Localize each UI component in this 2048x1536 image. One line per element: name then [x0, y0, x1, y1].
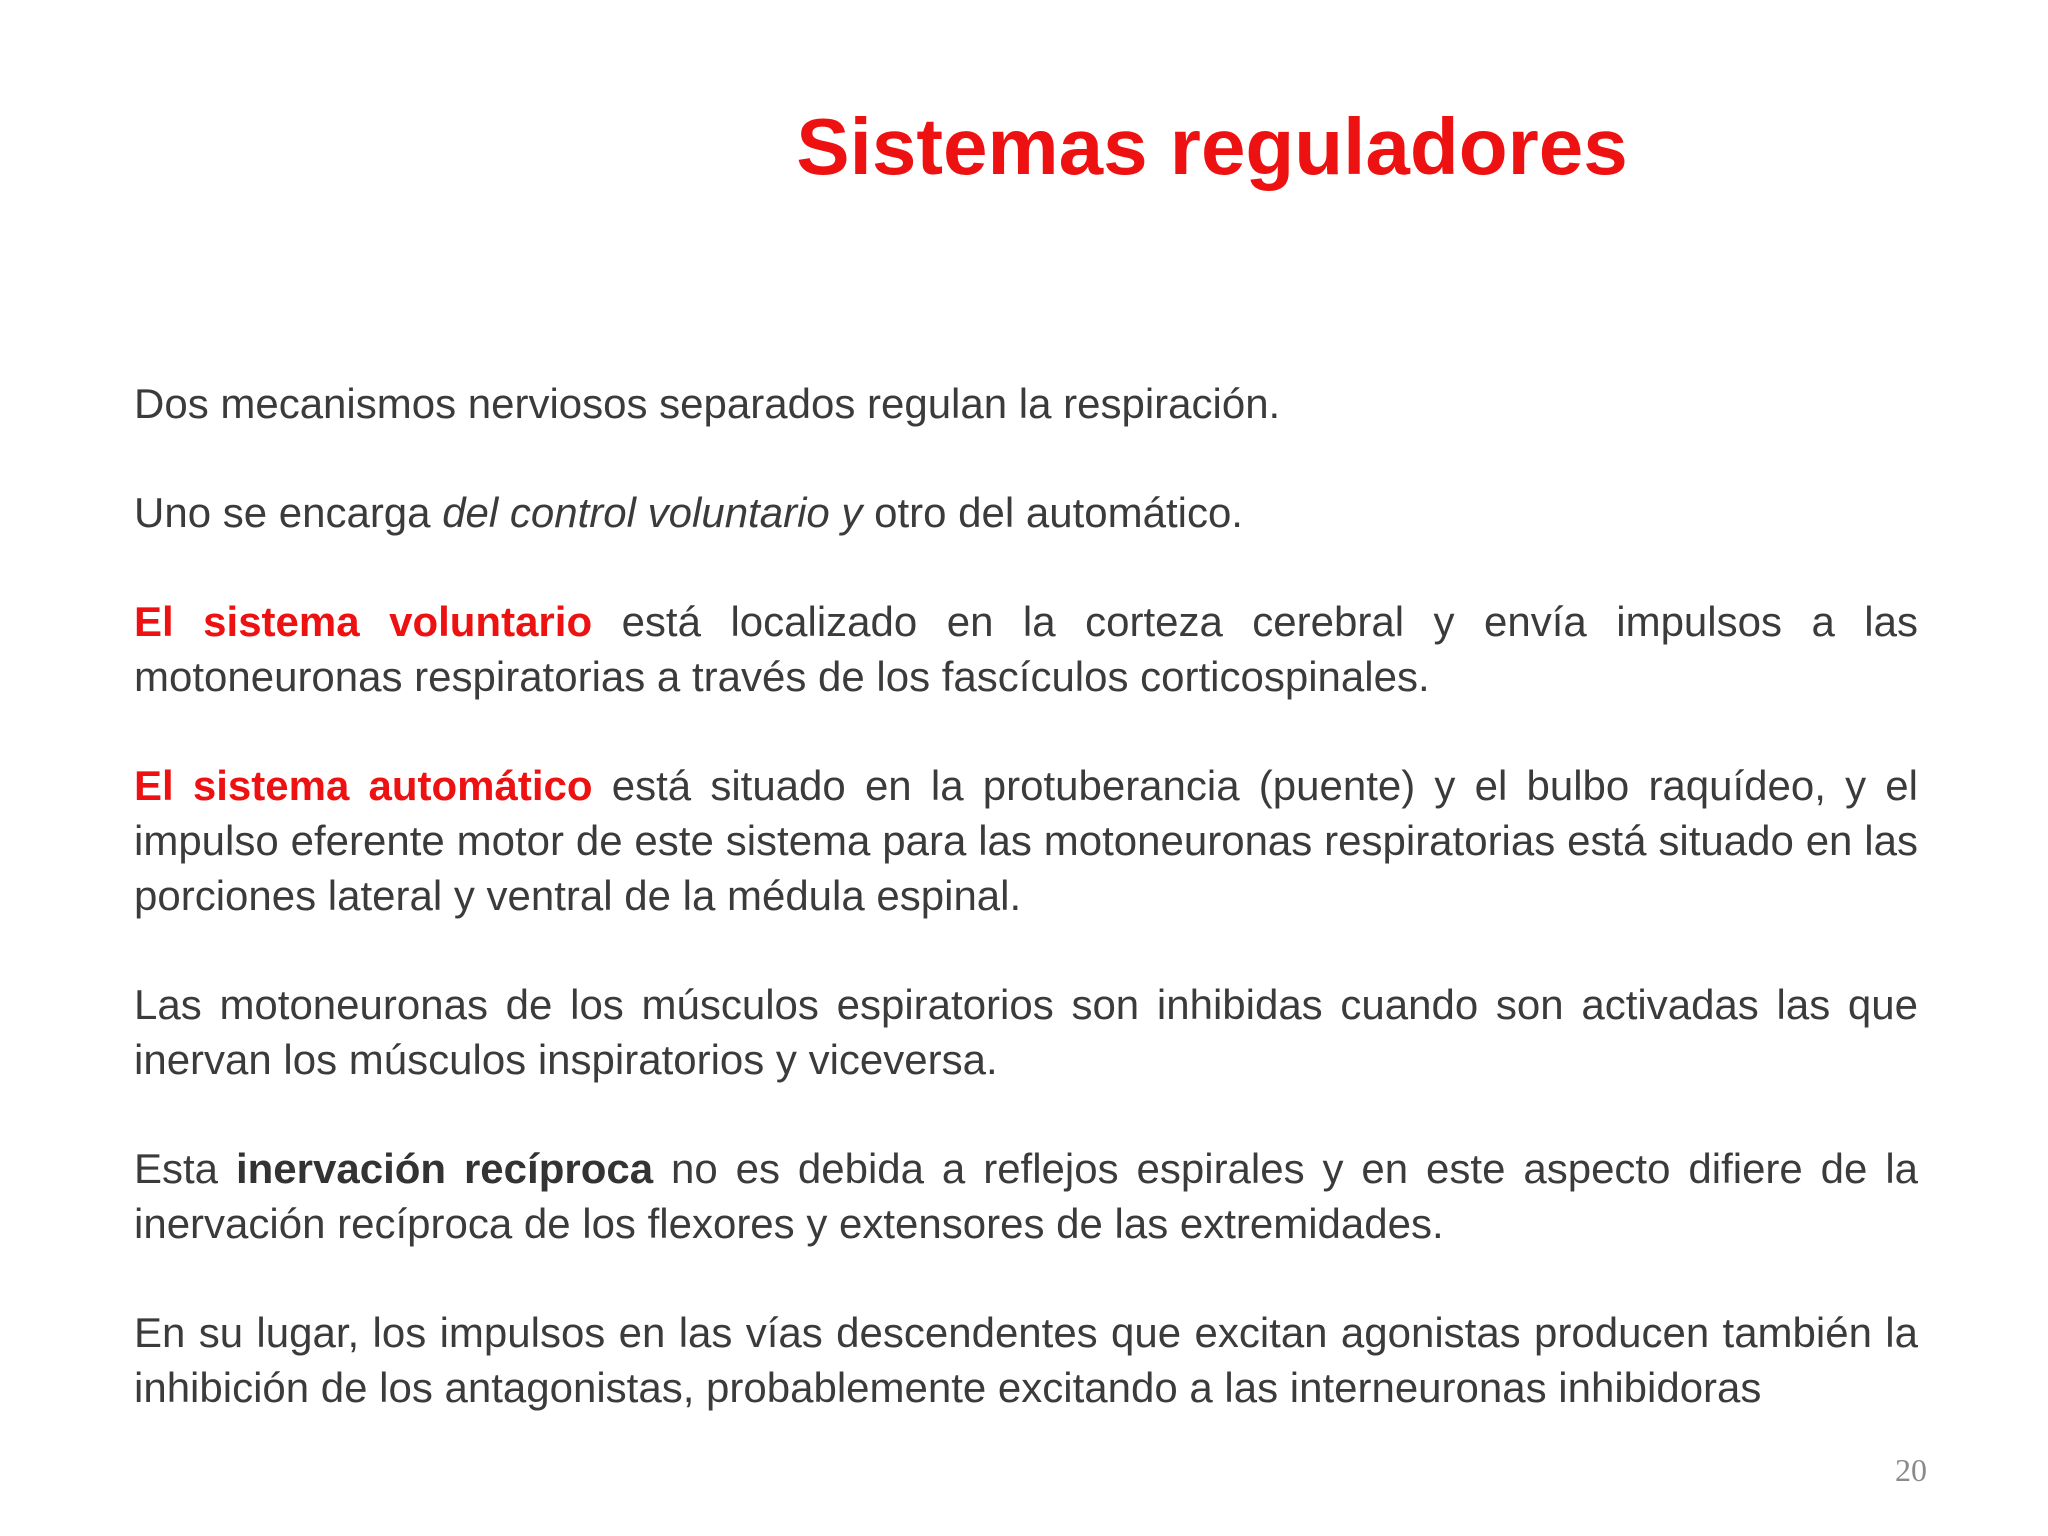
paragraph-control-text-b: otro del automático.	[862, 489, 1243, 536]
paragraph-instead-text: En su lugar, los impulsos en las vías descendentes que excitan agonistas producen también la inhibición de los antagonistas, probablemente excitando a las interneuronas inhibidoras	[134, 1309, 1918, 1411]
paragraph-reciprocal-innervation	[134, 1141, 1918, 1251]
automatic-system-text: está situado en la protuberancia (puente) y el bulbo raquídeo, y el impulso eferente motor de este sistema para las motoneuronas respiratorias está situado en las porciones lateral y ventral de la médula espinal.	[134, 762, 1918, 919]
paragraph-automatic-system	[134, 758, 1918, 923]
reciprocal-text-b: no es debida a reflejos espirales y en este aspecto difiere de la inervación recíproca de los flexores y extensores de las extremidades.	[134, 1145, 1919, 1247]
voluntary-system-text: está localizado en la corteza cerebral y envía impulsos a las motoneuronas respiratorias a través de los fascículos corticospinales.	[134, 598, 1918, 700]
paragraph-voluntary-system	[134, 594, 1918, 704]
paragraph-instead	[134, 1305, 1918, 1415]
paragraph-control	[134, 485, 1918, 540]
paragraph-control-text-a: Uno se encarga	[134, 489, 443, 536]
reciprocal-text-a: Esta	[134, 1145, 236, 1192]
paragraph-motoneurons-text: Las motoneuronas de los músculos espiratorios son inhibidas cuando son activadas las que inervan los músculos inspiratorios y viceversa.	[134, 981, 1918, 1083]
reciprocal-innervation-bold: inervación recíproca	[235, 1145, 654, 1192]
slide-body	[134, 376, 1918, 1415]
paragraph-motoneurons	[134, 977, 1918, 1087]
automatic-system-highlight: El sistema automático	[134, 762, 593, 809]
paragraph-mechanisms	[134, 376, 1918, 431]
page-number: 20	[1895, 1452, 1927, 1488]
slide-title-text: Sistemas reguladores	[796, 102, 1628, 191]
paragraph-mechanisms-text: Dos mecanismos nerviosos separados regulan la respiración.	[134, 380, 1281, 427]
slide-title	[0, 92, 2048, 202]
voluntary-system-highlight: El sistema voluntario	[134, 598, 593, 645]
paragraph-control-italic: del control voluntario y	[442, 489, 863, 536]
